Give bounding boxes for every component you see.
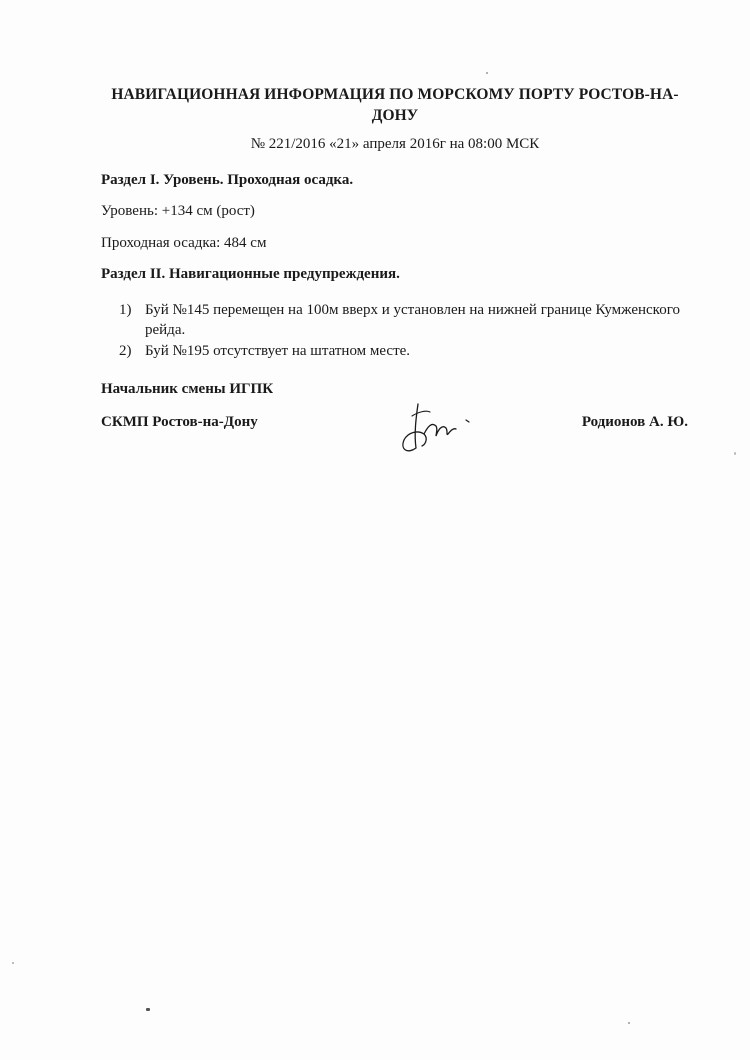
water-level-line: Уровень: +134 см (рост) [101, 203, 255, 219]
scan-speck [146, 1008, 150, 1011]
warning-text: Буй №145 перемещен на 100м вверх и установлен на нижней границе Кумженского рейда. [145, 302, 680, 338]
signatory-position: Начальник смены ИГПК [101, 381, 274, 397]
handwritten-signature [396, 398, 476, 460]
document-title: НАВИГАЦИОННАЯ ИНФОРМАЦИЯ ПО МОРСКОМУ ПОРТУ РОСТОВ-НА-ДОНУ [111, 86, 679, 124]
navigation-warnings-list [119, 300, 699, 362]
scan-speck [628, 1022, 630, 1024]
warning-item [119, 300, 699, 340]
section-1-heading: Раздел I. Уровень. Проходная осадка. [101, 172, 354, 188]
passage-draft-line: Проходная осадка: 484 см [101, 235, 267, 251]
warning-number: 2) [119, 343, 132, 359]
signatory-name: Родионов А. Ю. [581, 414, 688, 430]
warning-item [119, 341, 699, 361]
warning-number: 1) [119, 302, 132, 318]
warning-text: Буй №195 отсутствует на штатном месте. [145, 343, 411, 359]
scan-speck [12, 962, 14, 964]
signatory-organization: СКМП Ростов-на-Дону [101, 414, 258, 430]
issue-number-date: № 221/2016 «21» апреля 2016г на 08:00 МСК [250, 136, 540, 152]
scan-speck [734, 452, 736, 455]
section-2-heading: Раздел II. Навигационные предупреждения. [101, 266, 400, 282]
scan-speck [486, 72, 488, 74]
